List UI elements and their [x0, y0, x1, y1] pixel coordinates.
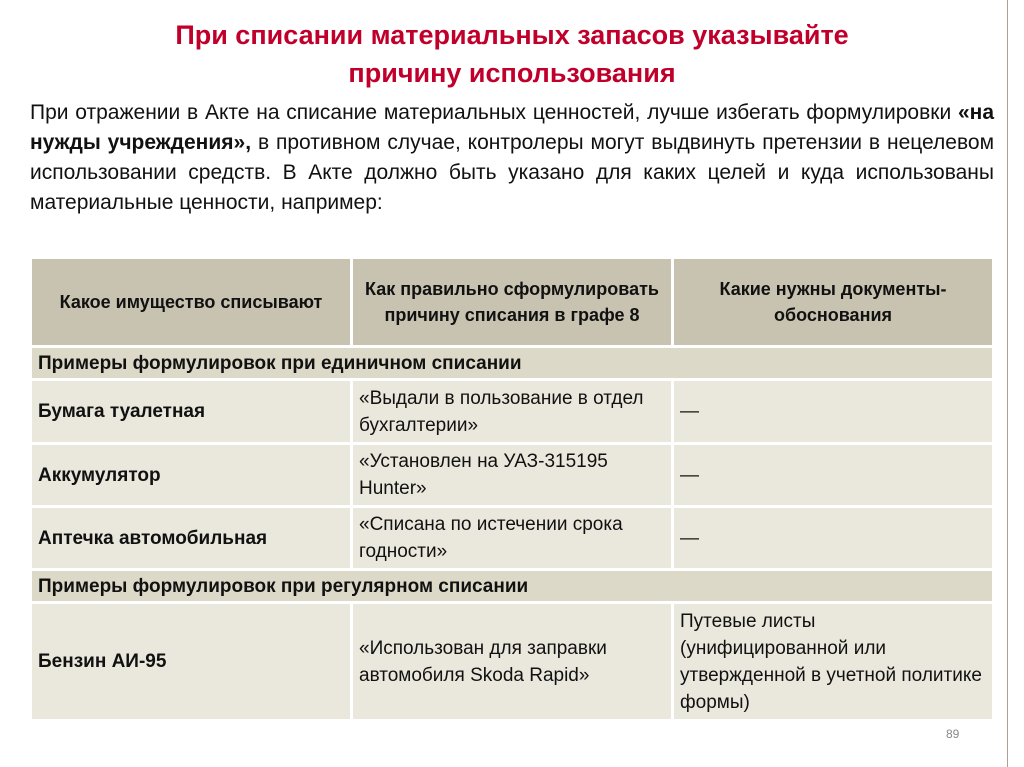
intro-text-start: При отражении в Акте на списание материальных ценностей, лучше избегать формулировки: [30, 101, 958, 124]
section-single-write-off: Примеры формулировок при единичном списании: [32, 348, 992, 378]
row-item-battery: Аккумулятор: [32, 445, 350, 505]
column-header-reason: Как правильно сформулировать причину списания в графе 8: [353, 259, 671, 345]
row-docs-toilet-paper: —: [674, 381, 992, 442]
row-item-gasoline: Бензин АИ-95: [32, 604, 350, 719]
column-header-documents: Какие нужны документы-обоснования: [674, 259, 992, 345]
intro-text-end: в противном случае, контролеры могут выдвинуть претензии в нецелевом использовании средств. В Акте должно быть указано для каких целей и куда использованы материальные ценности, например:: [30, 131, 995, 214]
row-docs-first-aid-kit: —: [674, 508, 992, 568]
page-number: 89: [946, 727, 960, 741]
intro-bold-phrase: «на нужды учреждения»,: [30, 101, 994, 154]
column-header-property: Какое имущество списывают: [32, 259, 350, 345]
title-line-2: причину использования: [348, 58, 676, 88]
slide-title: [40, 16, 984, 92]
row-docs-gasoline: Путевые листы (унифицированной или утвержденной в учетной политике формы): [674, 604, 992, 719]
row-item-toilet-paper: Бумага туалетная: [32, 381, 350, 442]
section-regular-write-off: Примеры формулировок при регулярном списании: [32, 571, 992, 601]
row-reason-gasoline: «Использован для заправки автомобиля Skoda Rapid»: [353, 604, 671, 719]
row-item-first-aid-kit: Аптечка автомобильная: [32, 508, 350, 568]
row-reason-battery: «Установлен на УАЗ-315195 Hunter»: [353, 445, 671, 505]
row-reason-first-aid-kit: «Списана по истечении срока годности»: [353, 508, 671, 568]
row-docs-battery: —: [674, 445, 992, 505]
write-off-table: [32, 259, 992, 713]
row-reason-toilet-paper: «Выдали в пользование в отдел бухгалтерии»: [353, 381, 671, 442]
title-line-1: При списании материальных запасов указывайте: [175, 20, 849, 50]
right-border-line: [1007, 0, 1008, 767]
intro-paragraph: [30, 98, 994, 218]
